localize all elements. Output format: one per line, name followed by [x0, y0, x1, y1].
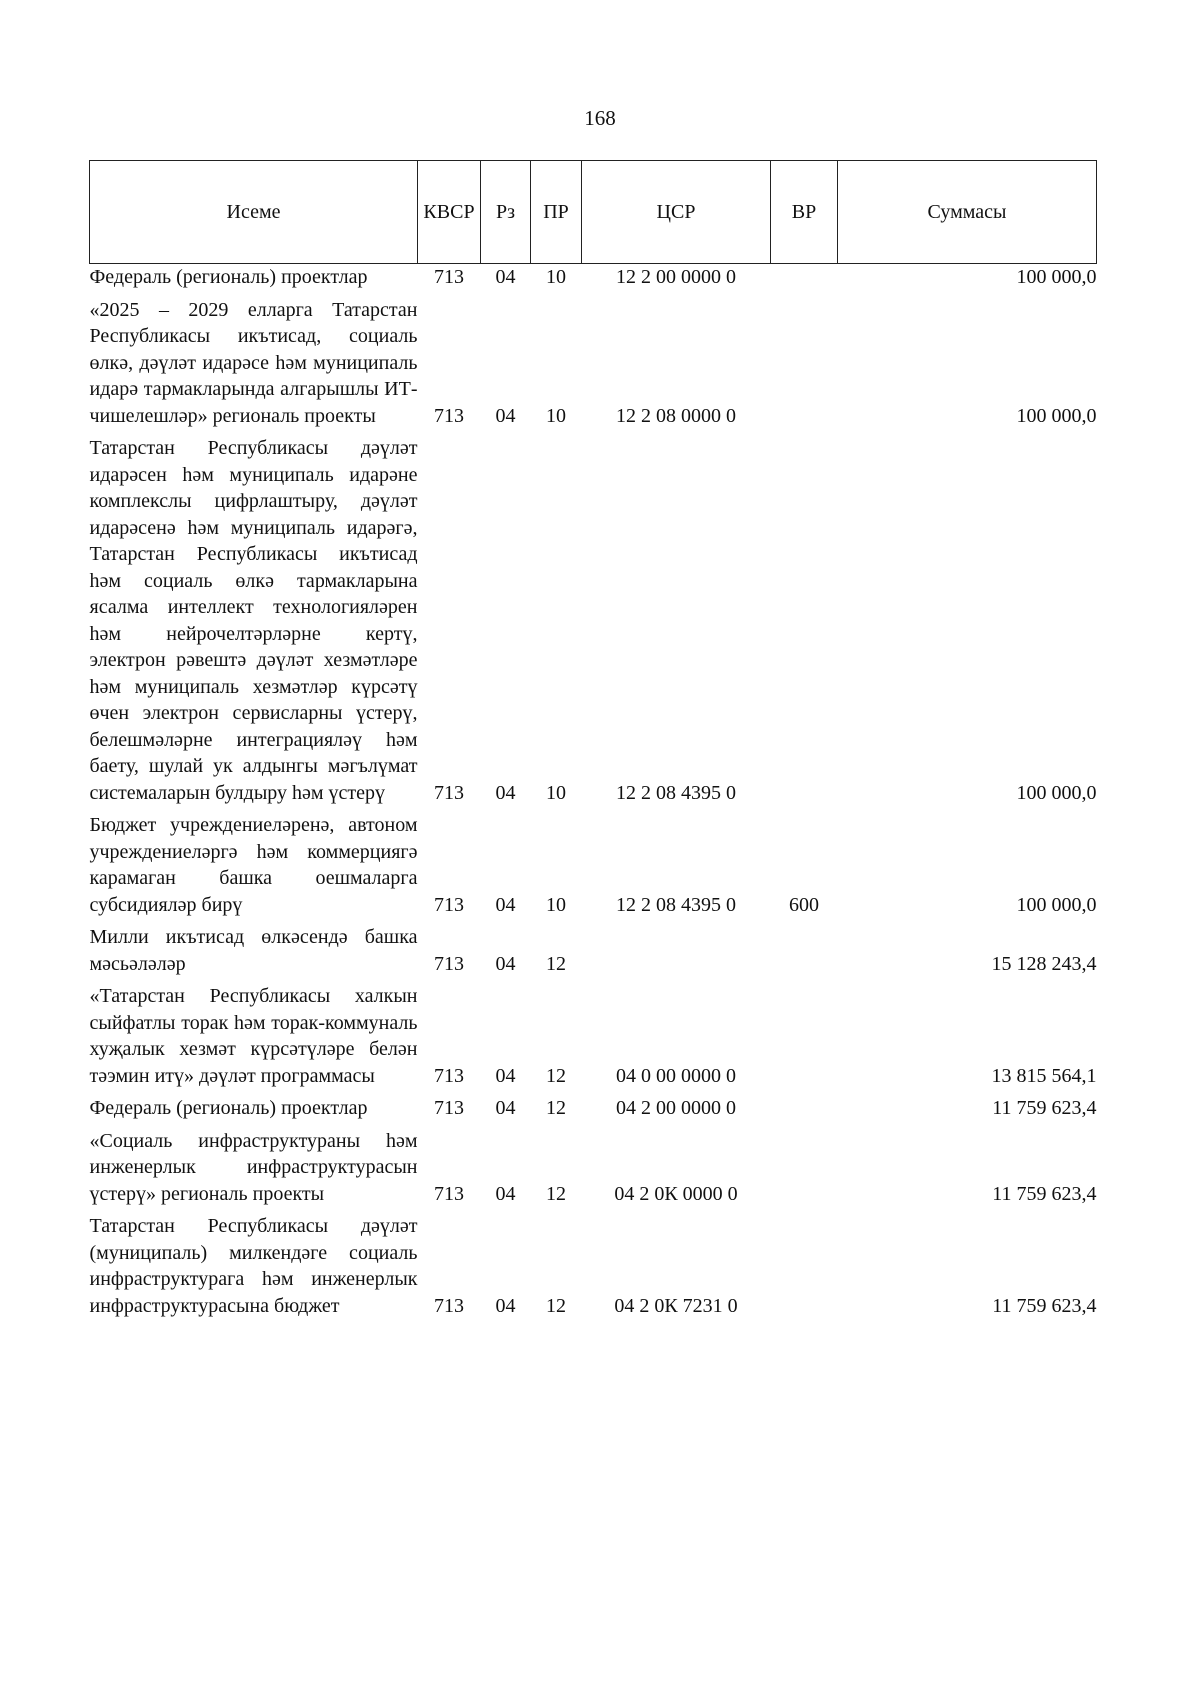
row-kvsr: 713 — [434, 1097, 464, 1119]
header-kvsr: КВСР — [418, 161, 481, 264]
row-csr: 12 2 00 0000 0 — [616, 266, 736, 288]
budget-table — [89, 160, 1097, 1323]
table-header-row — [90, 161, 1097, 264]
row-vr — [771, 1093, 838, 1126]
row-csr: 12 2 08 0000 0 — [616, 404, 736, 427]
table-row — [90, 922, 1097, 981]
table-row — [90, 981, 1097, 1093]
header-sum: Суммасы — [838, 161, 1097, 264]
row-name: Бюджет учреждениеләренә, автоном учреждениеләргә һәм коммерциягә карамаган башка оешмаларга субсидияләр бирү — [89, 814, 418, 916]
row-kvsr: 713 — [434, 952, 464, 975]
row-sum: 100 000,0 — [1016, 781, 1097, 804]
row-sum: 100 000,0 — [1016, 893, 1097, 916]
row-rz: 04 — [495, 1097, 516, 1119]
row-vr — [771, 1126, 838, 1212]
row-pr: 10 — [546, 893, 566, 916]
row-sum: 11 759 623,4 — [992, 1182, 1097, 1205]
row-sum: 11 759 623,4 — [992, 1294, 1097, 1317]
row-rz: 04 — [495, 1064, 516, 1087]
row-rz: 04 — [495, 404, 516, 427]
row-rz: 04 — [495, 893, 516, 916]
row-csr: 04 2 0К 0000 0 — [614, 1182, 738, 1205]
table-row — [90, 1211, 1097, 1323]
row-vr — [771, 433, 838, 810]
row-kvsr: 713 — [434, 1182, 464, 1205]
row-kvsr: 713 — [434, 1294, 464, 1317]
row-sum: 11 759 623,4 — [992, 1097, 1097, 1119]
row-name: «Социаль инфраструктураны һәм инженерлык инфраструктурасын үстерү» региональ проекты — [89, 1129, 418, 1205]
table-row — [90, 264, 1097, 295]
row-vr — [771, 981, 838, 1093]
row-sum: 100 000,0 — [1016, 404, 1097, 427]
row-csr: 04 0 00 0000 0 — [616, 1064, 736, 1087]
row-name: Татарстан Республикасы дәүләт идарәсен һәм муниципаль идарәне комплекслы цифрлаштыру, дәүләт идарәсенә һәм муниципаль идарәгә, Татарстан Республикасы икътисад һәм социаль өлкә тармакларына ясалма интеллект технологияләрен һәм нейрочелтәрләрне кертү, электрон рәвештә дәүләт хезмәтләре һәм муниципаль хезмәтләр күрсәтү өчен электрон сервисларны үстерү, белешмәләрне интеграцияләү һәм баету, шулай ук алдынгы мәгълүмат системаларын булдыру һәм үстерү — [89, 437, 418, 804]
header-vr: ВР — [771, 161, 838, 264]
row-name: «2025 – 2029 елларга Татарстан Республикасы икътисад, социаль өлкә, дәүләт идарәсе һәм муниципаль идарә тармакларында алгарышлы ИТ-чишелешләр» региональ проекты — [89, 298, 418, 427]
row-pr: 12 — [546, 1294, 566, 1317]
row-pr: 12 — [546, 952, 566, 975]
table-row — [90, 295, 1097, 434]
row-csr: 12 2 08 4395 0 — [616, 893, 736, 916]
header-name: Исеме — [90, 161, 418, 264]
row-rz: 04 — [495, 952, 516, 975]
row-name: Татарстан Республикасы дәүләт (муниципаль) милкендәге социаль инфраструктурага һәм инженерлык инфраструктурасына бюджет — [89, 1215, 418, 1317]
row-sum: 100 000,0 — [1016, 266, 1097, 288]
row-name: Федераль (региональ) проектлар — [89, 1097, 368, 1119]
row-csr: 04 2 0К 7231 0 — [614, 1294, 738, 1317]
table-row — [90, 433, 1097, 810]
row-kvsr: 713 — [434, 781, 464, 804]
row-vr — [771, 922, 838, 981]
row-rz: 04 — [495, 1182, 516, 1205]
row-pr: 10 — [546, 781, 566, 804]
row-name: Федераль (региональ) проектлар — [89, 266, 368, 288]
row-kvsr: 713 — [434, 266, 464, 288]
row-pr: 10 — [546, 266, 566, 288]
row-csr: 12 2 08 4395 0 — [616, 781, 736, 804]
row-vr — [771, 1211, 838, 1323]
header-rz: Рз — [481, 161, 531, 264]
row-pr: 10 — [546, 404, 566, 427]
row-name: Милли икътисад өлкәсендә башка мәсьәләләр — [89, 926, 418, 975]
page-number: 168 — [584, 106, 616, 130]
row-pr: 12 — [546, 1064, 566, 1087]
row-vr — [771, 295, 838, 434]
row-kvsr: 713 — [434, 404, 464, 427]
row-sum: 15 128 243,4 — [991, 952, 1097, 975]
row-pr: 12 — [546, 1097, 566, 1119]
row-vr — [771, 264, 838, 295]
row-kvsr: 713 — [434, 893, 464, 916]
table-row — [90, 1093, 1097, 1126]
row-rz: 04 — [495, 1294, 516, 1317]
row-kvsr: 713 — [434, 1064, 464, 1087]
row-sum: 13 815 564,1 — [991, 1064, 1097, 1087]
row-pr: 12 — [546, 1182, 566, 1205]
header-pr: ПР — [531, 161, 582, 264]
row-csr: 04 2 00 0000 0 — [616, 1097, 736, 1119]
row-name: «Татарстан Республикасы халкын сыйфатлы торак һәм торак-коммуналь хуҗалык хезмәт күрсәтүләре белән тәэмин итү» дәүләт программасы — [89, 985, 418, 1087]
table-row — [90, 810, 1097, 922]
table-row — [90, 1126, 1097, 1212]
row-rz: 04 — [495, 266, 516, 288]
row-vr: 600 — [789, 893, 819, 916]
header-csr: ЦСР — [582, 161, 771, 264]
row-rz: 04 — [495, 781, 516, 804]
row-csr — [582, 922, 771, 981]
